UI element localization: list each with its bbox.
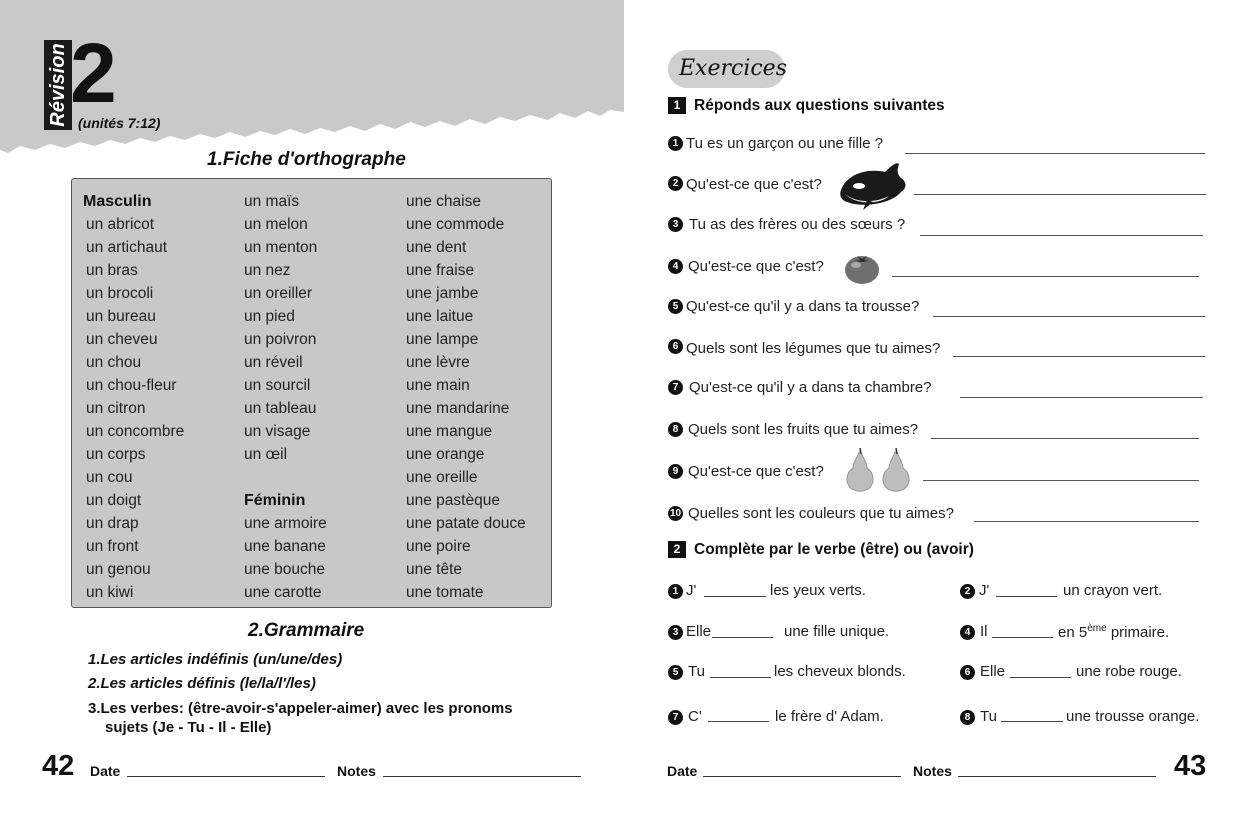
fill-text: un crayon vert.	[1063, 582, 1163, 599]
grammar-item: 1.Les articles indéfinis (un/une/des)	[88, 651, 343, 668]
vocab-word: une fraise	[406, 262, 475, 279]
answer-line[interactable]	[892, 276, 1199, 277]
fill-number: 7	[668, 710, 683, 725]
question-number: 3	[668, 217, 683, 232]
vocab-word: un visage	[244, 423, 311, 440]
vocab-word: une lèvre	[406, 354, 470, 371]
masculine-heading: Masculin	[83, 193, 152, 210]
vocab-column-2	[244, 190, 327, 604]
fill-subject: Elle	[686, 623, 712, 640]
answer-line[interactable]	[953, 356, 1205, 357]
vocab-word: un corps	[86, 446, 146, 463]
fill-subject: C'	[688, 708, 702, 725]
vocab-word: un chou-fleur	[86, 377, 177, 394]
vocab-word: un kiwi	[86, 584, 134, 601]
vocab-word: une poire	[406, 538, 471, 555]
fill-number: 1	[668, 584, 683, 599]
answer-line[interactable]	[974, 521, 1199, 522]
vocab-word: une oreille	[406, 469, 478, 486]
vocab-word: un citron	[86, 400, 146, 417]
answer-line[interactable]	[933, 316, 1205, 317]
orca-image	[837, 160, 909, 212]
vocab-word: une orange	[406, 446, 485, 463]
notes-line	[958, 776, 1156, 777]
fill-text	[1058, 623, 1169, 641]
question-number: 8	[668, 422, 683, 437]
vocab-word: un bureau	[86, 308, 156, 325]
vocab-word: un concombre	[86, 423, 185, 440]
answer-line[interactable]	[920, 235, 1203, 236]
fill-subject: Tu	[688, 663, 705, 680]
question-text: Quels sont les fruits que tu aimes?	[688, 421, 919, 438]
exercises-title: Exercices	[679, 56, 787, 81]
fill-text: une trousse orange.	[1066, 708, 1200, 725]
answer-line[interactable]	[923, 480, 1199, 481]
answer-line[interactable]	[931, 438, 1199, 439]
date-line	[703, 776, 901, 777]
grammar-item-continuation: sujets (Je - Tu - Il - Elle)	[105, 719, 272, 736]
fill-blank[interactable]	[708, 721, 769, 722]
date-label: Date	[90, 763, 121, 779]
fill-text: les yeux verts.	[770, 582, 866, 599]
feminine-heading: Féminin	[244, 492, 306, 509]
vocab-word: un front	[86, 538, 139, 555]
fill-text-part: primaire.	[1106, 624, 1170, 641]
vocab-word: une carotte	[244, 584, 322, 601]
question-number: 4	[668, 259, 683, 274]
part1-number: 1	[668, 97, 686, 114]
question-number: 9	[668, 464, 683, 479]
fill-number: 5	[668, 665, 683, 680]
part2-number: 2	[668, 541, 686, 558]
vocab-word: un drap	[86, 515, 139, 532]
fill-blank[interactable]	[992, 637, 1053, 638]
vocab-word: un poivron	[244, 331, 317, 348]
vocab-word: une laitue	[406, 308, 474, 325]
fill-text: le frère d' Adam.	[775, 708, 884, 725]
vocab-word: un chou	[86, 354, 142, 371]
fill-blank[interactable]	[704, 596, 766, 597]
vocab-word: une tomate	[406, 584, 484, 601]
part2-title: Complète par le verbe (être) ou (avoir)	[694, 541, 974, 558]
answer-line[interactable]	[960, 397, 1203, 398]
tomato-image	[843, 250, 881, 285]
fill-blank[interactable]	[1001, 721, 1063, 722]
fill-subject: Elle	[980, 663, 1006, 680]
question-text: Tu es un garçon ou une fille ?	[686, 135, 884, 152]
vocab-word: une main	[406, 377, 470, 394]
fill-number: 6	[960, 665, 975, 680]
vocab-word: un cou	[86, 469, 133, 486]
revision-label: Révision	[47, 43, 69, 127]
vocab-word: une chaise	[406, 193, 481, 210]
vocab-word: une armoire	[244, 515, 327, 532]
notes-label: Notes	[337, 763, 376, 779]
fill-blank[interactable]	[1010, 677, 1071, 678]
fill-number: 3	[668, 625, 683, 640]
vocab-word: une commode	[406, 216, 505, 233]
vocab-column-3	[406, 190, 526, 604]
question-text: Quelles sont les couleurs que tu aimes?	[688, 505, 954, 522]
vocab-word: un pied	[244, 308, 295, 325]
vocab-word: un abricot	[86, 216, 155, 233]
grammar-item: 2.Les articles définis (le/la/l'/les)	[88, 675, 316, 692]
notes-label: Notes	[913, 763, 952, 779]
section-title-spelling: 1.Fiche d'orthographe	[207, 149, 406, 170]
part1-title: Réponds aux questions suivantes	[694, 97, 945, 114]
vocab-word: une dent	[406, 239, 467, 256]
date-label: Date	[667, 763, 698, 779]
vocab-word: une lampe	[406, 331, 479, 348]
grammar-item: 3.Les verbes: (être-avoir-s'appeler-aimer) avec les pronoms	[88, 700, 513, 717]
vocab-word: un oreiller	[244, 285, 313, 302]
question-number: 10	[669, 508, 682, 519]
vocab-word: une mangue	[406, 423, 493, 440]
part1-heading	[668, 97, 945, 115]
vocab-word: un menton	[244, 239, 318, 256]
revision-number: 2	[70, 26, 117, 120]
vocab-word: une pastèque	[406, 492, 500, 509]
section-title-grammar: 2.Grammaire	[248, 620, 365, 641]
question-number: 2	[668, 176, 683, 191]
vocab-word: un artichaut	[86, 239, 167, 256]
fill-subject: J'	[686, 582, 697, 599]
part2-heading	[668, 541, 974, 559]
vocab-word: une bouche	[244, 561, 326, 578]
vocab-word: un sourcil	[244, 377, 311, 394]
fill-blank[interactable]	[712, 637, 773, 638]
vocab-word: une mandarine	[406, 400, 510, 417]
question-text: Qu'est-ce que c'est?	[688, 463, 824, 480]
vocab-word: un bras	[86, 262, 138, 279]
fill-subject: Tu	[980, 708, 997, 725]
vocab-word: une banane	[244, 538, 326, 555]
vocab-word: une jambe	[406, 285, 479, 302]
question-text: Quels sont les légumes que tu aimes?	[686, 340, 941, 357]
date-line	[127, 776, 325, 777]
fill-blank[interactable]	[996, 596, 1057, 597]
vocab-word: un melon	[244, 216, 308, 233]
fill-subject: J'	[979, 582, 990, 599]
vocab-word: un réveil	[244, 354, 303, 371]
fill-number: 2	[960, 584, 975, 599]
fill-subject: Il	[980, 623, 988, 640]
question-text: Tu as des frères ou des sœurs ?	[689, 216, 906, 233]
fill-blank[interactable]	[710, 677, 771, 678]
units-range: (unités 7:12)	[78, 115, 161, 131]
page-number-left: 42	[42, 750, 75, 782]
fill-text: une fille unique.	[784, 623, 890, 640]
pears-image	[843, 448, 915, 494]
answer-line[interactable]	[905, 153, 1205, 154]
question-text: Qu'est-ce que c'est?	[686, 176, 822, 193]
fill-text: les cheveux blonds.	[774, 663, 906, 680]
fill-number: 8	[960, 710, 975, 725]
fill-text: une robe rouge.	[1076, 663, 1182, 680]
superscript: ème	[1087, 623, 1107, 634]
vocab-word: un œil	[244, 446, 288, 463]
vocab-word: une tête	[406, 561, 463, 578]
vocab-word: une patate douce	[406, 515, 526, 532]
page-number-right: 43	[1174, 750, 1207, 782]
answer-line[interactable]	[914, 194, 1206, 195]
vocab-word: un nez	[244, 262, 291, 279]
vocab-word: un genou	[86, 561, 151, 578]
question-number: 5	[668, 299, 683, 314]
fill-number: 4	[960, 625, 975, 640]
question-number: 7	[668, 380, 683, 395]
notes-line	[383, 776, 581, 777]
question-number: 1	[668, 136, 683, 151]
vocab-word: un doigt	[86, 492, 142, 509]
vocab-word: un maïs	[244, 193, 300, 210]
vocab-word: un cheveu	[86, 331, 158, 348]
question-text: Qu'est-ce qu'il y a dans ta trousse?	[686, 298, 920, 315]
fill-text-part: en 5	[1058, 624, 1088, 641]
question-text: Qu'est-ce qu'il y a dans ta chambre?	[689, 379, 932, 396]
question-text: Qu'est-ce que c'est?	[688, 258, 824, 275]
question-number: 6	[668, 339, 683, 354]
vocab-column-1	[84, 190, 184, 604]
vocab-word: un tableau	[244, 400, 317, 417]
vocab-word: un brocoli	[86, 285, 154, 302]
